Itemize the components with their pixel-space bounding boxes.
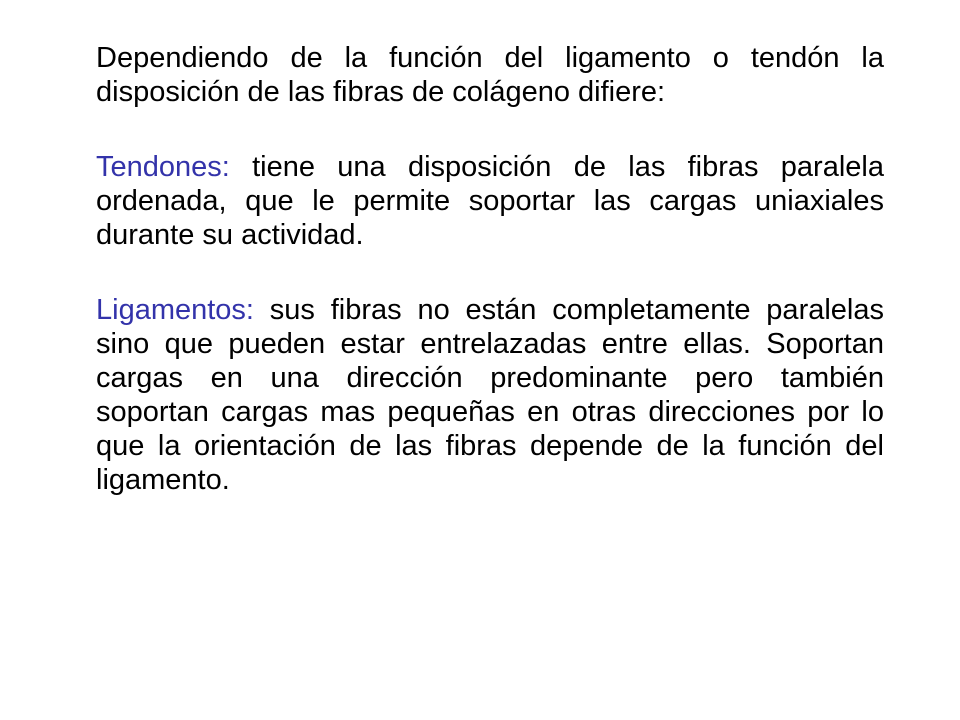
- tendones-text: tiene una disposición de las fibras paralela ordenada, que le permite soportar las cargas uniaxiales durante su actividad.: [96, 151, 884, 251]
- tendones-paragraph: [96, 150, 884, 252]
- ligamentos-text: sus fibras no están completamente paralelas sino que pueden estar entrelazadas entre ellas. Soportan cargas en una dirección predominante pero también soportan cargas mas pequeñas en otras direcciones por lo que la orientación de las fibras depende de la función del ligamento.: [96, 294, 884, 496]
- tendones-term: Tendones:: [96, 151, 230, 183]
- ligamentos-term: Ligamentos:: [96, 294, 254, 326]
- ligamentos-paragraph: [96, 293, 884, 497]
- intro-paragraph: Dependiendo de la función del ligamento o tendón la disposición de las fibras de colágeno difiere:: [96, 42, 884, 108]
- slide-body: [96, 41, 884, 497]
